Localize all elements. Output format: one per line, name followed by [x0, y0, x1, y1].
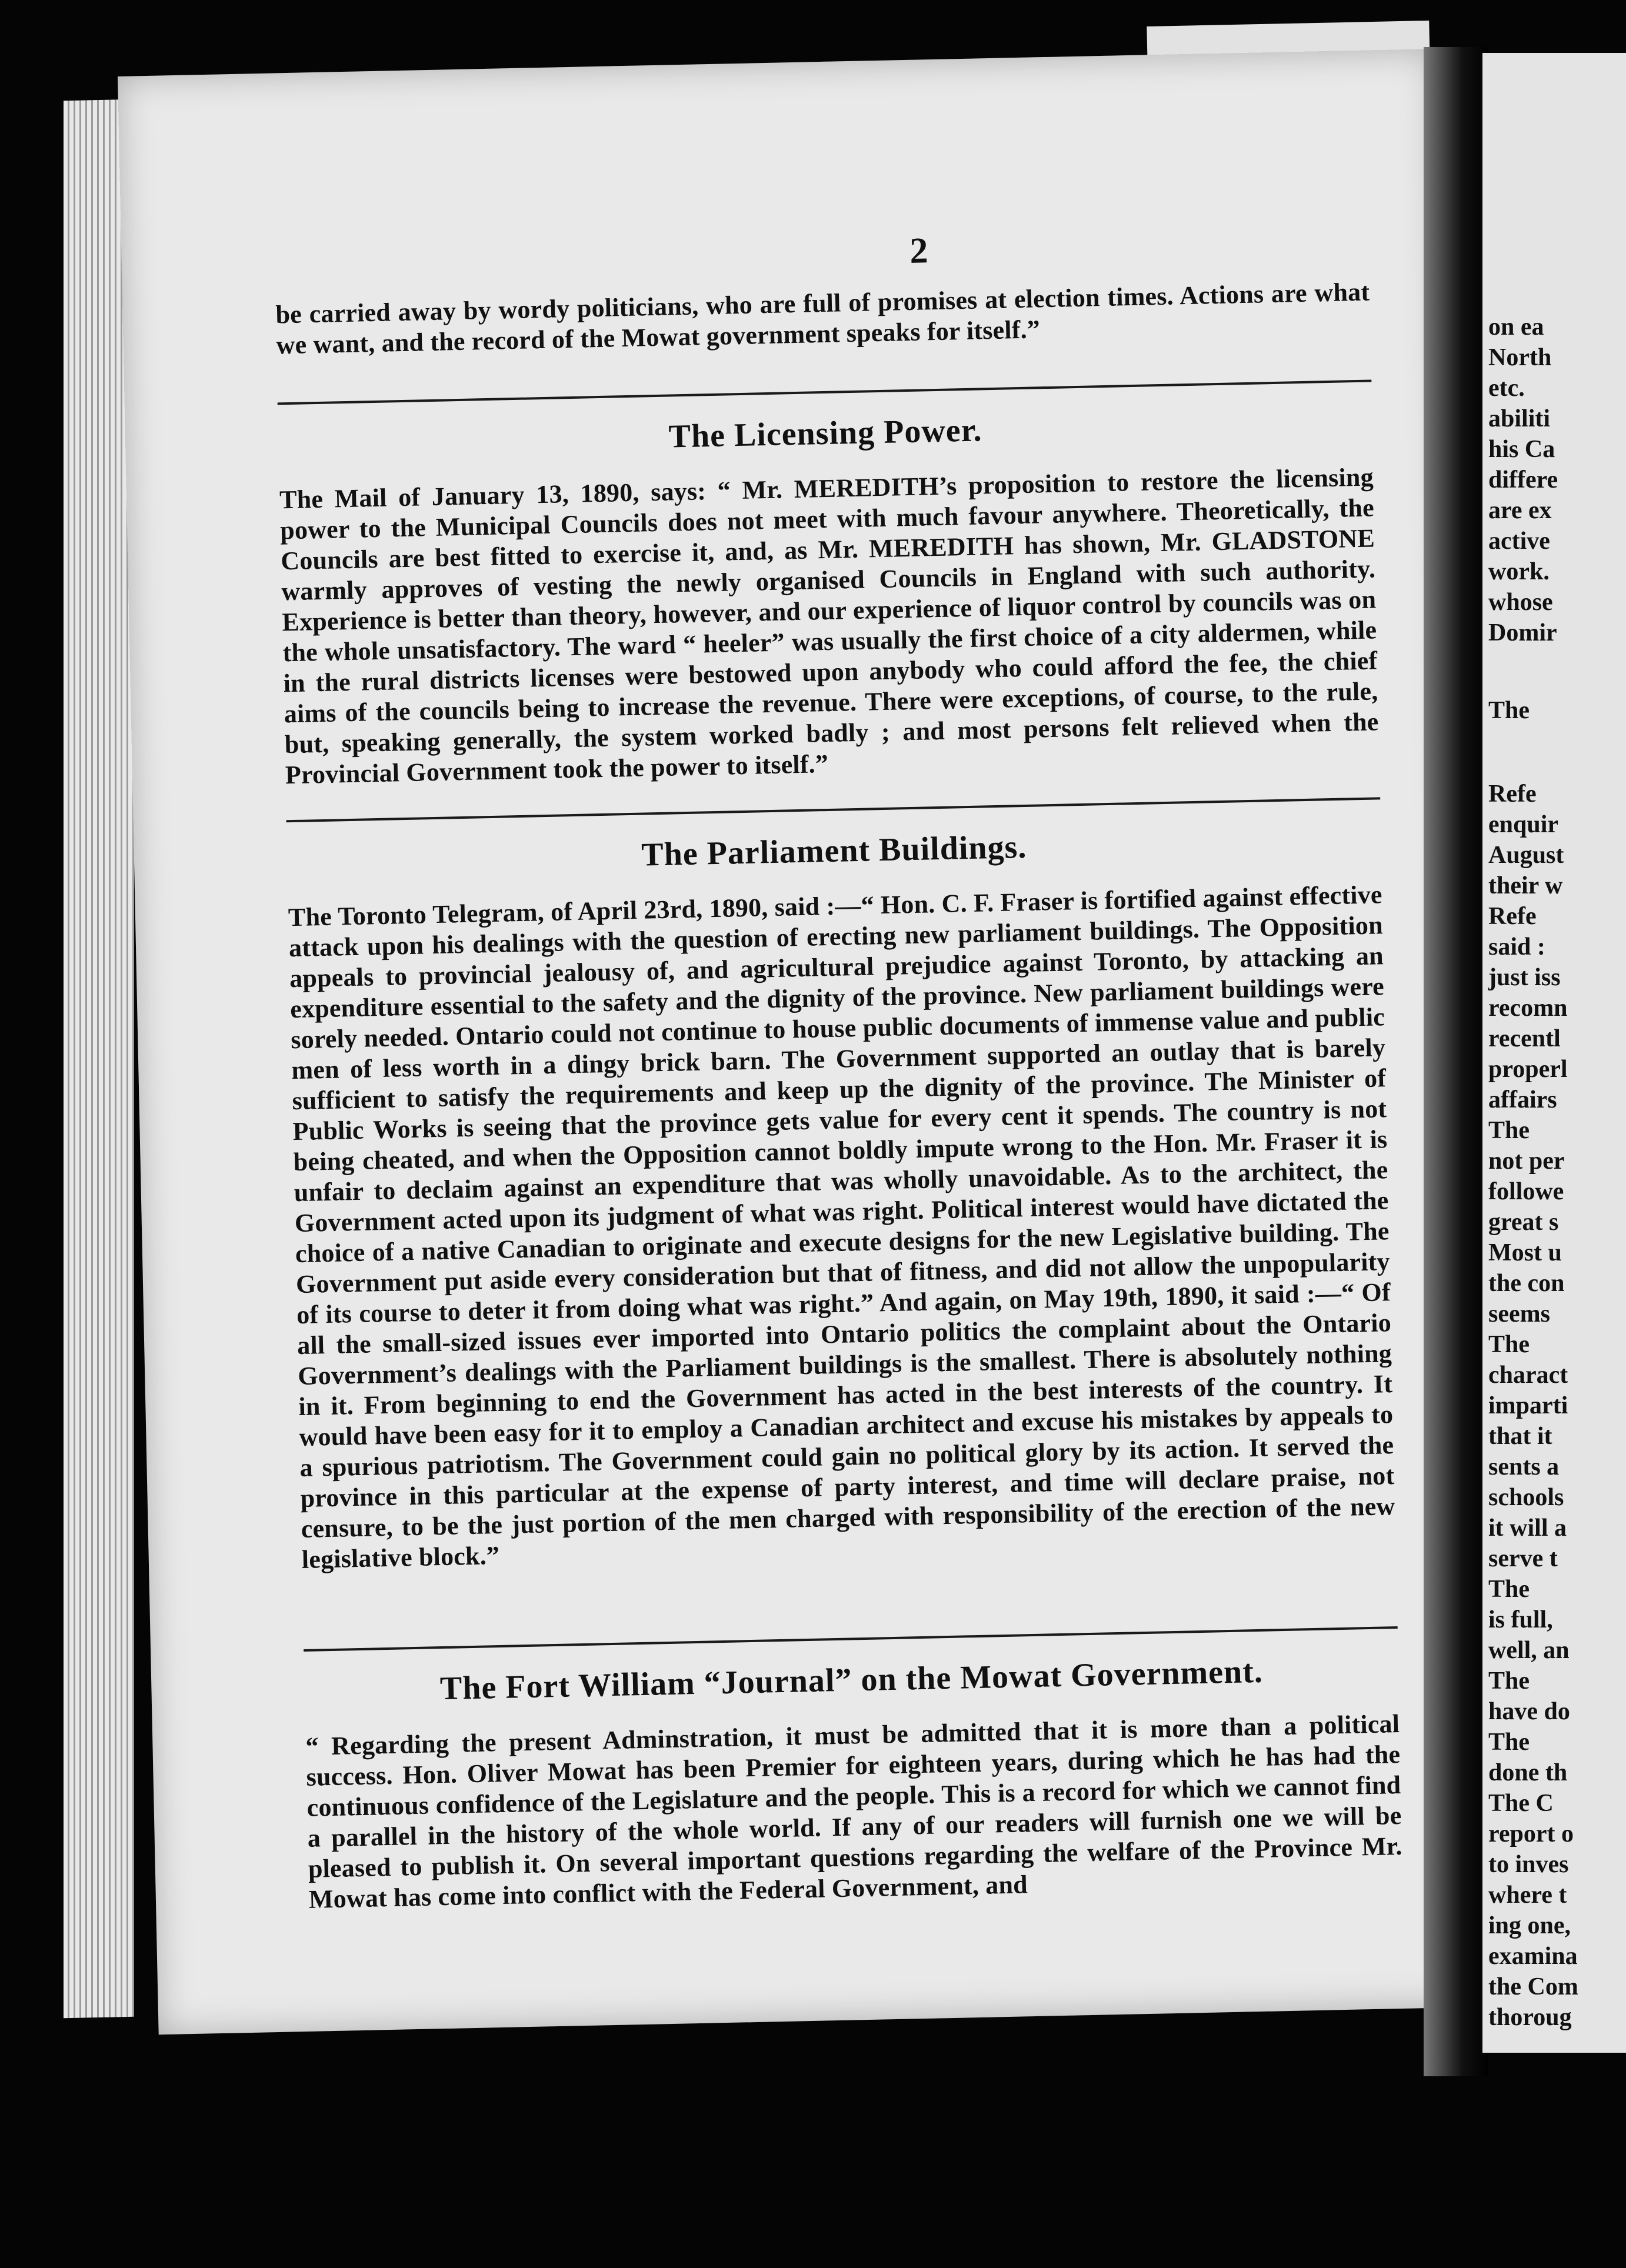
- facing-page-fragment: examina: [1488, 1943, 1578, 1970]
- page-number: 2: [909, 231, 929, 271]
- facing-page-fragment: imparti: [1488, 1392, 1568, 1419]
- facing-page-fragment: followe: [1488, 1178, 1564, 1205]
- facing-page-fragment: August: [1488, 842, 1564, 869]
- facing-page-fragment: his Ca: [1488, 436, 1555, 463]
- facing-page-fragment: enquir: [1488, 811, 1559, 838]
- heading-licensing-power: The Licensing Power.: [668, 412, 982, 455]
- facing-page-fragment: Most u: [1488, 1239, 1562, 1266]
- facing-page-fragment: The C: [1488, 1790, 1554, 1817]
- facing-page-fragment: work.: [1488, 558, 1550, 585]
- facing-page-fragment: whose: [1488, 589, 1553, 616]
- heading-fort-william-journal: The Fort William “Journal” on the Mowat Government.: [439, 1653, 1264, 1707]
- facing-page-fragment: not per: [1488, 1148, 1565, 1175]
- facing-page-fragment: done th: [1488, 1759, 1568, 1786]
- intro-paragraph: be carried away by wordy politicians, who are full of promises at election times. Actions are what we want, and the record of the Mowat government speaks for itself.”: [275, 277, 1370, 360]
- facing-page-fragment: recentl: [1488, 1025, 1561, 1052]
- facing-page-fragment: great s: [1488, 1209, 1559, 1236]
- facing-page-fragment: thoroug: [1488, 2004, 1572, 2031]
- facing-page-fragment: The: [1488, 1117, 1530, 1144]
- section-divider-3: [304, 1626, 1398, 1652]
- facing-page-fragment: The: [1488, 1729, 1530, 1756]
- section-divider-2: [286, 797, 1381, 822]
- facing-page-fragment: Domir: [1488, 619, 1557, 646]
- facing-page-fragment: the con: [1488, 1270, 1565, 1297]
- facing-page-fragment: The: [1488, 1667, 1530, 1695]
- facing-page-fragment: sents a: [1488, 1453, 1560, 1480]
- body-parliament-buildings: The Toronto Telegram, of April 23rd, 1890, said :—“ Hon. C. F. Fraser is fortified against effective attack upon his dealings with the question of erecting new parliament buildings. The Opposition appeals to provincial jealousy of, and agricultural prejudice against Toronto, by attacking an expenditure essential to the safety and the dignity of the province. New parliament buildings were sorely needed. Ontario could not continue to house public documents of immense value and public men of less worth in a dingy brick barn. The Government supported an outlay that is barely sufficient to satisfy the requirements and keep up the dignity of the province. The Minister of Public Works is seeing that the province gets value for every cent it spends. The country is not being cheated, and when the Opposition cannot boldly impute wrong to the Hon. Mr. Fraser it is unfair to declaim against an expenditure that was wholly unavoidable. As to the architect, the Government acted upon its judgment of what was right. Political interest would have dictated the choice of a native Canadian to originate and execute designs for the new Legislative building. The Government put aside every consideration but that of fitness, and did not allow the unpopularity of its course to deter it from doing what was right.” And again, on May 19th, 1890, it said :—“ Of all the small-sized issues ever imported into Ontario politics the complaint about the Ontario Government’s dealings with the Parliament buildings is the smallest. There is absolutely nothing in it. From beginning to end the Government has acted in the best interests of the country. It would have been easy for it to employ a Canadian architect and excuse his mistakes by appeals to a spurious patriotism. The Government could gain no political glory by its action. It served the province in this particular at the expense of party interest, and time will declare praise, not censure, to be the just portion of the men charged with responsibility of the erection of the new legislative block.”: [288, 880, 1395, 1574]
- facing-page-fragment: report o: [1488, 1820, 1574, 1847]
- facing-page-fragment: affairs: [1488, 1086, 1557, 1113]
- facing-page: [1482, 53, 1626, 2053]
- facing-page-fragment: recomn: [1488, 995, 1568, 1022]
- facing-page-fragment: on ea: [1488, 313, 1544, 341]
- facing-page-fragment: to inves: [1488, 1851, 1569, 1878]
- facing-page-fragment: their w: [1488, 872, 1563, 899]
- stacked-page-edges: [64, 99, 134, 2019]
- facing-page-fragment: is full,: [1488, 1606, 1553, 1633]
- facing-page-fragment: The: [1488, 1576, 1530, 1603]
- facing-page-fragment: active: [1488, 528, 1550, 555]
- main-page: [118, 49, 1476, 2034]
- facing-page-fragment: serve t: [1488, 1545, 1558, 1572]
- facing-page-fragment: ing one,: [1488, 1912, 1571, 1939]
- facing-page-fragment: it will a: [1488, 1515, 1567, 1542]
- facing-page-fragment: Refe: [1488, 903, 1537, 930]
- facing-page-fragment: The: [1488, 1331, 1530, 1358]
- facing-page-fragment: seems: [1488, 1300, 1550, 1328]
- facing-page-fragment: North: [1488, 344, 1552, 371]
- facing-page-fragment: differe: [1488, 466, 1558, 493]
- facing-page-fragment: where t: [1488, 1882, 1567, 1909]
- section-divider-1: [278, 379, 1372, 405]
- facing-page-fragment: charact: [1488, 1362, 1568, 1389]
- body-licensing-power: The Mail of January 13, 1890, says: “ Mr. MEREDITH’s proposition to restore the licensing power to the Municipal Councils does not meet with much favour anywhere. Theoretically, the Councils are best fitted to exercise it, and, as Mr. MEREDITH has shown, Mr. GLADSTONE warmly approves of vesting the newly organised Councils in England with such authority. Experience is better than theory, however, and our experience of liquor control by councils was on the whole unsatisfactory. The ward “ heeler” was usually the first choice of a city aldermen, while in the rural districts licenses were bestowed upon anybody who could afford the fee, the chief aims of the councils being to increase the revenue. There were exceptions, of course, to the rule, but, speaking generally, the system worked badly ; and most persons felt relieved when the Provincial Government took the power to itself.”: [279, 462, 1379, 790]
- facing-page-fragment: are ex: [1488, 497, 1552, 524]
- facing-page-fragment: that it: [1488, 1423, 1552, 1450]
- facing-page-fragment: The: [1488, 697, 1530, 724]
- facing-page-fragment: well, an: [1488, 1637, 1570, 1664]
- facing-page-fragment: just iss: [1488, 964, 1561, 991]
- facing-page-fragment: said :: [1488, 933, 1545, 960]
- body-fort-william-journal: “ Regarding the present Adminstration, it must be admitted that it is more than a political success. Hon. Oliver Mowat has been Premier for eighteen years, during which he has had the continuous confidence of the Legislature and the people. This is a record for which we cannot find a parallel in the history of the whole world. If any of our readers will furnish one we will be pleased to publish it. On several important questions regarding the welfare of the Province Mr. Mowat has come into conflict with the Federal Government, and: [305, 1709, 1402, 1914]
- facing-page-fragment: the Com: [1488, 1973, 1578, 2000]
- facing-page-fragment: properl: [1488, 1056, 1568, 1083]
- facing-page-fragment: etc.: [1488, 375, 1525, 402]
- facing-page-fragment: Refe: [1488, 781, 1537, 808]
- facing-page-fragment: have do: [1488, 1698, 1570, 1725]
- facing-page-fragment: schools: [1488, 1484, 1564, 1511]
- facing-page-fragment: abiliti: [1488, 405, 1551, 432]
- heading-parliament-buildings: The Parliament Buildings.: [641, 828, 1027, 873]
- book-gutter: [1424, 47, 1488, 2076]
